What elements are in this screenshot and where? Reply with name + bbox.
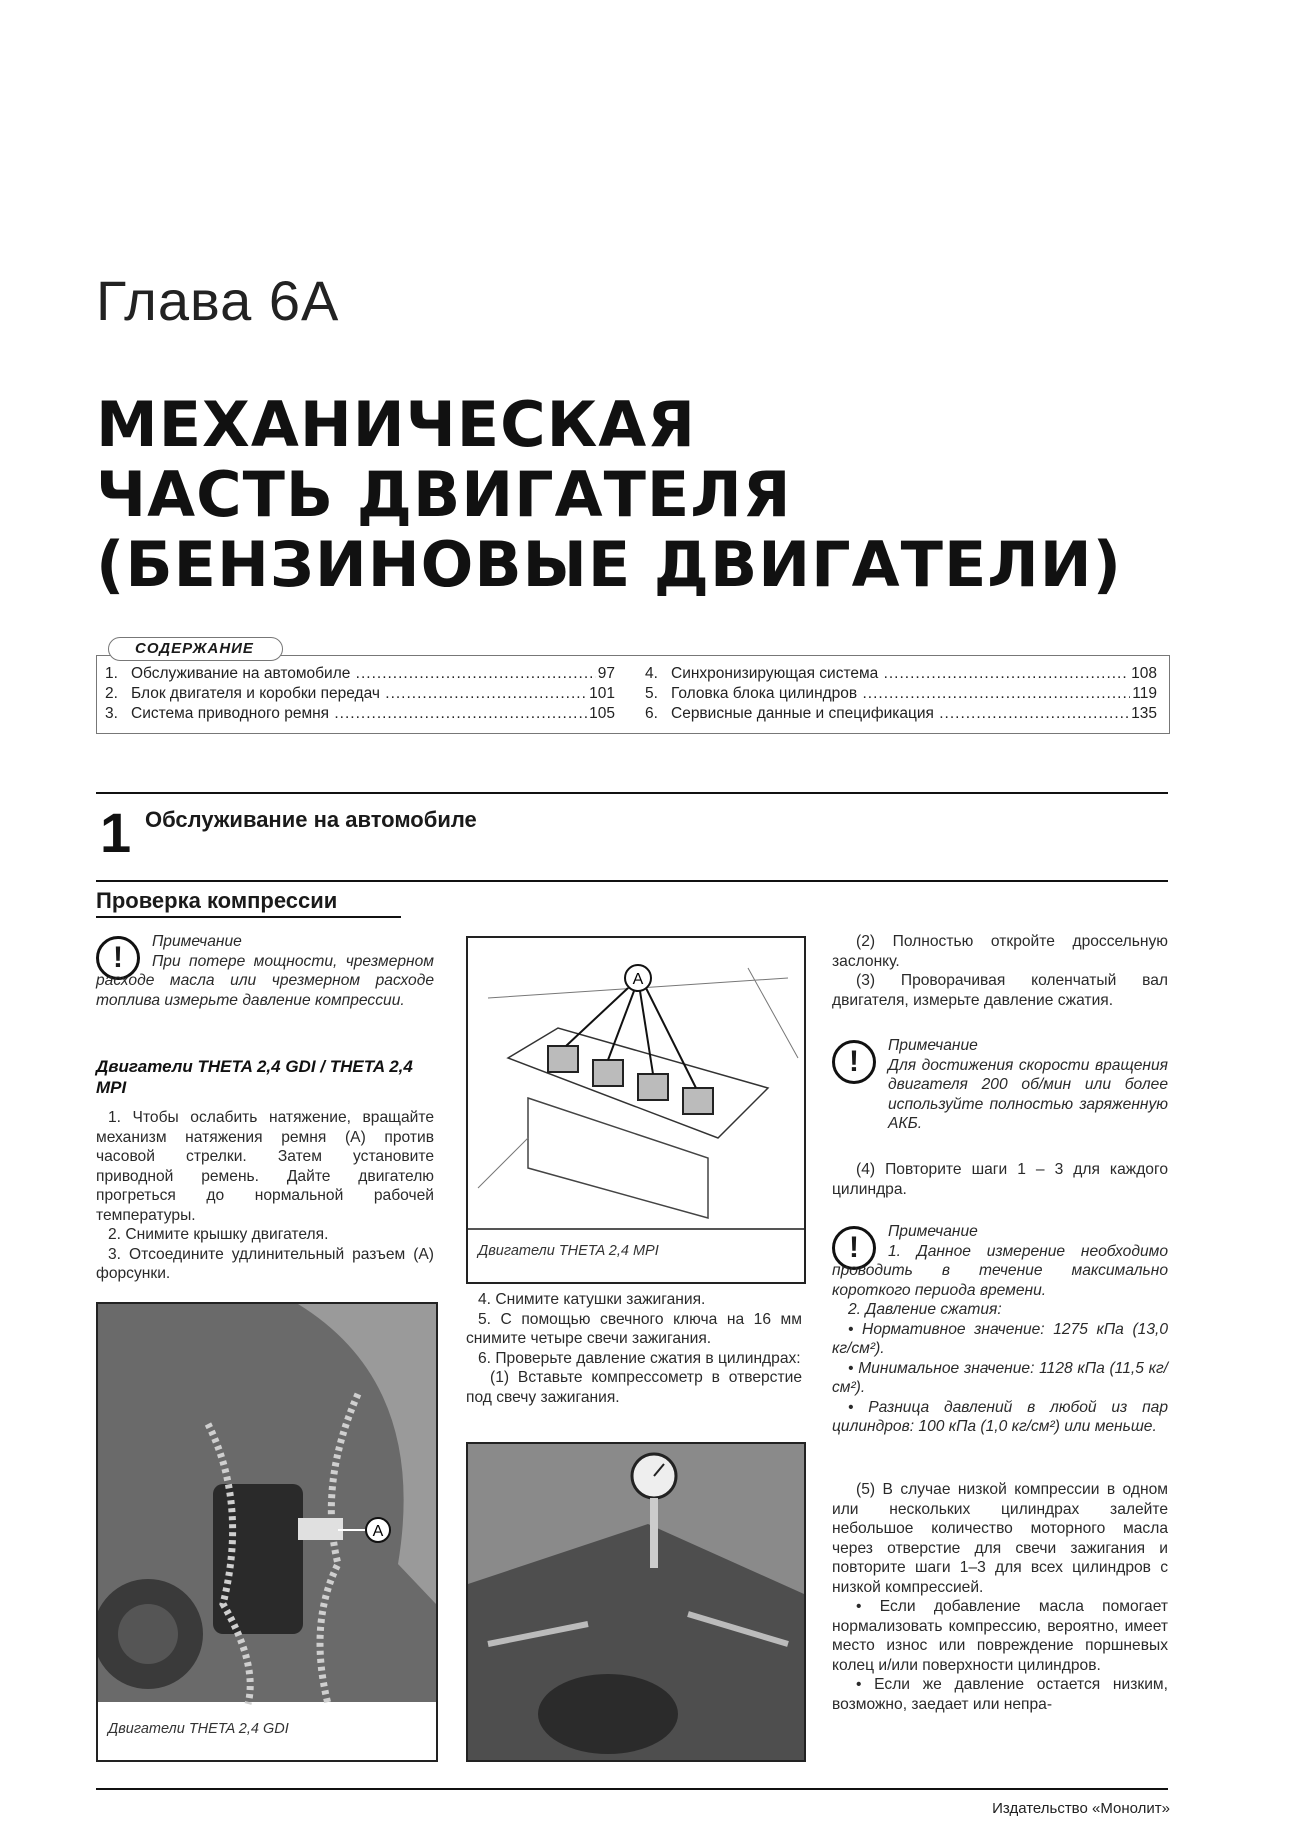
toc-item-number: 5. bbox=[645, 685, 658, 702]
ignition-coil bbox=[638, 1074, 668, 1100]
note-label: Примечание bbox=[152, 933, 242, 950]
subsection-title: Проверка компрессии bbox=[96, 888, 338, 913]
toc-item-page: 101 bbox=[589, 685, 615, 702]
figure-mpi-engine bbox=[466, 936, 806, 1284]
figure-compression-gauge bbox=[466, 1442, 806, 1762]
table-of-contents bbox=[96, 655, 1170, 734]
callout-arrow bbox=[640, 991, 653, 1074]
steps-list bbox=[832, 1480, 1168, 1714]
engine-drawing-mpi bbox=[468, 938, 804, 1228]
step-text: 6. Проверьте давление сжатия в цилиндрах: bbox=[478, 1349, 801, 1367]
chapter-title bbox=[96, 390, 1122, 600]
chapter-title-line: (БЕНЗИНОВЫЕ ДВИГАТЕЛИ) bbox=[96, 528, 1123, 601]
toc-item-text: Обслуживание на автомобиле ..... bbox=[131, 664, 596, 684]
caption-divider bbox=[468, 1228, 804, 1230]
chapter-title-line: ЧАСТЬ ДВИГАТЕЛЯ bbox=[96, 458, 792, 531]
toc-item-number: 3. bbox=[105, 705, 118, 722]
note-text: • Минимальное значение: 1128 кПа (11,5 кг/см²). bbox=[832, 1359, 1168, 1396]
note-label: Примечание bbox=[888, 1223, 978, 1240]
section-number: 1 bbox=[100, 801, 132, 864]
warning-icon: ! bbox=[832, 1040, 876, 1084]
step-text: (3) Проворачивая коленчатый вал двигателя, измерьте давление сжатия. bbox=[832, 972, 1168, 1009]
step-text: 1. Чтобы ослабить натяжение, вращайте механизм натяжения ремня (А) против часовой стрелки. Затем установите приводной ремень. Дайте двигателю прогреться до нормальной рабочей температуры. bbox=[96, 1109, 434, 1224]
alternator-core bbox=[118, 1604, 178, 1664]
note-block bbox=[832, 1036, 1168, 1134]
toc-item-number: 1. bbox=[105, 665, 118, 682]
chapter-title-line: МЕХАНИЧЕСКАЯ bbox=[96, 388, 696, 461]
note-text: 1. Данное измерение необходимо проводить в течение максимально короткого периода времени. bbox=[832, 1242, 1168, 1299]
note-block bbox=[832, 1222, 1168, 1437]
toc-item-page: 97 bbox=[597, 665, 615, 682]
steps-list bbox=[832, 932, 1168, 1010]
step-text: 5. С помощью свечного ключа на 16 мм снимите четыре свечи зажигания. bbox=[466, 1310, 802, 1347]
ignition-coil bbox=[548, 1046, 578, 1072]
toc-item-page: 108 bbox=[1131, 665, 1157, 682]
step-text: (1) Вставьте компрессометр в отверстие под свечу зажигания. bbox=[466, 1369, 802, 1406]
step-text: (5) В случае низкой компрессии в одном или нескольких цилиндрах залейте небольшое количество моторного масла через отверстие для свечи зажигания и повторите шаги 1–3 для всех цилиндров с низкой компрессией. bbox=[832, 1481, 1168, 1596]
note-block bbox=[96, 932, 434, 1010]
toc-item-text: Головка блока цилиндров ..... bbox=[671, 684, 1130, 704]
step-text: 2. Снимите крышку двигателя. bbox=[108, 1226, 329, 1243]
toc-item-text: Сервисные данные и спецификация ..... bbox=[671, 704, 1129, 724]
callout-label: A bbox=[372, 1523, 384, 1540]
chapter-label: Глава 6А bbox=[96, 269, 340, 332]
oil-cap-area bbox=[538, 1674, 678, 1754]
toc-item-page: 135 bbox=[1131, 705, 1157, 722]
subsection-rule bbox=[96, 916, 401, 918]
toc-item[interactable] bbox=[645, 704, 1157, 724]
step-4 bbox=[832, 1160, 1168, 1199]
ignition-coil bbox=[593, 1060, 623, 1086]
note-text: При потере мощности, чрезмерном расходе масла или чрезмерном расходе топлива измерьте давление компрессии. bbox=[96, 952, 434, 1009]
section-title: Обслуживание на автомобиле bbox=[145, 807, 477, 832]
publisher-footer: Издательство «Монолит» bbox=[992, 1800, 1170, 1817]
note-text: Для достижения скорости вращения двигателя 200 об/мин или более используйте полностью заряженную АКБ. bbox=[888, 1056, 1168, 1132]
callout-arrow bbox=[566, 988, 628, 1046]
note-text: • Разница давлений в любой из пар цилиндров: 100 кПа (1,0 кг/см²) или меньше. bbox=[832, 1398, 1168, 1435]
toc-item-number: 6. bbox=[645, 705, 658, 722]
figure-caption: Двигатели THETA 2,4 MPI bbox=[478, 1243, 659, 1259]
note-text: 2. Давление сжатия: bbox=[848, 1301, 1002, 1318]
steps-list bbox=[466, 1290, 802, 1407]
toc-label: СОДЕРЖАНИЕ bbox=[108, 637, 283, 661]
toc-item-number: 2. bbox=[105, 685, 118, 702]
toc-item-number: 4. bbox=[645, 665, 658, 682]
engine-photo-gdi bbox=[98, 1304, 436, 1760]
footer-rule bbox=[96, 1788, 1168, 1790]
toc-item[interactable] bbox=[105, 664, 615, 684]
compression-test-photo bbox=[468, 1444, 804, 1760]
callout-label: A bbox=[632, 971, 644, 988]
section-top-rule bbox=[96, 792, 1168, 794]
step-text: (2) Полностью откройте дроссельную заслонку. bbox=[832, 933, 1168, 970]
ignition-coil bbox=[683, 1088, 713, 1114]
note-text: • Нормативное значение: 1275 кПа (13,0 кг/см²). bbox=[832, 1320, 1168, 1357]
engines-heading: Двигатели THETA 2,4 GDI / THETA 2,4 MPI bbox=[96, 1057, 413, 1097]
toc-item[interactable] bbox=[105, 704, 615, 724]
warning-icon: ! bbox=[96, 936, 140, 980]
section-bottom-rule bbox=[96, 880, 1168, 882]
note-label: Примечание bbox=[888, 1037, 978, 1054]
step-text: • Если добавление масла помогает нормализовать компрессию, вероятно, имеет место износ или повреждение поршневых колец и/или поверхности цилиндров. bbox=[832, 1598, 1168, 1674]
toc-item[interactable] bbox=[105, 684, 615, 704]
step-text: • Если же давление остается низким, возможно, заедает или непра- bbox=[832, 1676, 1168, 1713]
toc-item[interactable] bbox=[645, 684, 1157, 704]
warning-icon: ! bbox=[832, 1226, 876, 1270]
callout-arrow bbox=[608, 991, 634, 1060]
gauge-hose bbox=[650, 1498, 658, 1568]
figure-caption: Двигатели THETA 2,4 GDI bbox=[108, 1721, 289, 1737]
injector-connector bbox=[298, 1518, 343, 1540]
steps-list bbox=[96, 1108, 434, 1284]
engine-block-outline bbox=[528, 1098, 708, 1218]
toc-item-text: Система приводного ремня ..... bbox=[131, 704, 587, 724]
step-text: 4. Снимите катушки зажигания. bbox=[478, 1291, 706, 1308]
toc-item-text: Синхронизирующая система ..... bbox=[671, 664, 1129, 684]
toc-item-text: Блок двигателя и коробки передач ..... bbox=[131, 684, 587, 704]
step-text: (4) Повторите шаги 1 – 3 для каждого цилиндра. bbox=[832, 1161, 1168, 1198]
step-text: 3. Отсоедините удлинительный разъем (А) форсунки. bbox=[96, 1245, 434, 1282]
figure-gdi-engine bbox=[96, 1302, 438, 1762]
toc-item-page: 119 bbox=[1132, 685, 1157, 702]
toc-item-page: 105 bbox=[589, 705, 615, 722]
toc-item[interactable] bbox=[645, 664, 1157, 684]
